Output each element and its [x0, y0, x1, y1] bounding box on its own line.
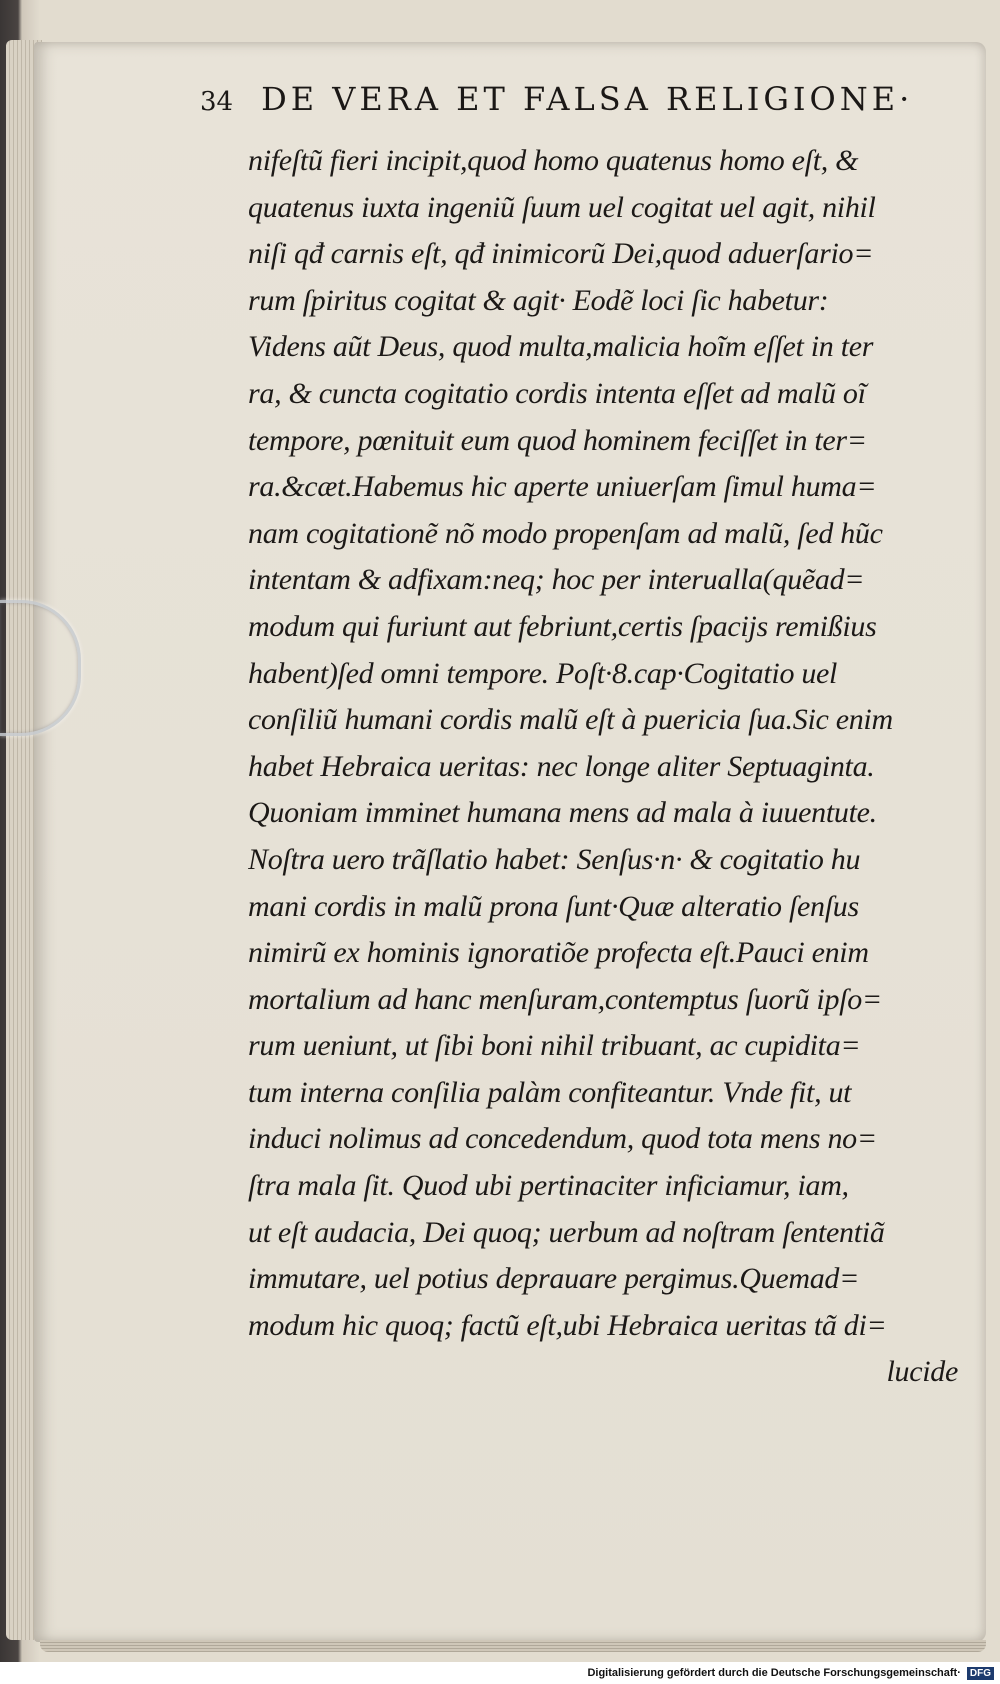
text-line: intentam & adfixam:neq; hoc per interualla(quẽad= — [248, 563, 865, 597]
body-text — [248, 138, 964, 1396]
page-number: 34 — [200, 87, 234, 117]
footer-bar — [0, 1662, 1000, 1684]
text-line: habet Hebraica ueritas: nec longe aliter Septuaginta. — [248, 749, 875, 783]
text-line: quatenus iuxta ingeniũ ſuum uel cogitat uel agit, nihil — [248, 190, 876, 224]
text-line: ra.&cæt.Habemus hic aperte uniuerſam ſimul huma= — [248, 470, 877, 504]
text-line: mortalium ad hanc menſuram,contemptus ſuorũ ipſo= — [248, 982, 882, 1016]
text-line: Quoniam imminet humana mens ad mala à iuuentute. — [248, 796, 877, 830]
text-line: nifeſtũ fieri incipit,quod homo quatenus homo eſt, & — [248, 144, 859, 177]
text-line: Noſtra uero trãſlatio habet: Senſus·n· & cogitatio hu — [248, 842, 861, 876]
text-line: mani cordis in malũ prona ſunt·Quæ alteratio ſenſus — [248, 889, 859, 923]
text-line: habent)ſed omni tempore. Poſt·8.cap·Cogitatio uel — [248, 656, 838, 690]
text-line: nam cogitationẽ nõ modo propenſam ad malũ, ſed hũc — [248, 516, 883, 550]
text-line: Videns aũt Deus, quod multa,malicia hoĩm eſſet in ter — [248, 330, 874, 364]
footer-credit: Digitalisierung gefördert durch die Deutsche Forschungsgemeinschaft· — [587, 1667, 961, 1679]
text-line: tempore, pœnituit eum quod hominem feciſſet in ter= — [248, 423, 867, 457]
text-line: rum ſpiritus cogitat & agit· Eodẽ loci ſic habetur: — [248, 283, 829, 317]
text-line: modum hic quoq; factũ eſt,ubi Hebraica ueritas tã di= — [248, 1308, 887, 1342]
text-line: nimirũ ex hominis ignoratiõe profecta eſt.Pauci enim — [248, 936, 869, 970]
running-head — [200, 80, 960, 130]
text-line: conſiliũ humani cordis malũ eſt à puericia ſua.Sic enim — [248, 703, 893, 737]
text-line: modum qui furiunt aut febriunt,certis ſpacijs remißius — [248, 609, 877, 643]
text-line: ſtra mala ſit. Quod ubi pertinaciter inficiamur, iam, — [248, 1169, 849, 1203]
text-line: tum interna conſilia palàm confiteantur. Vnde fit, ut — [248, 1075, 852, 1109]
text-line: induci nolimus ad concedendum, quod tota mens no= — [248, 1122, 877, 1156]
running-title: DE VERA ET FALSA RELIGIONE· — [261, 80, 914, 118]
catchword: lucide — [886, 1355, 958, 1389]
page-bottom-edge — [40, 1640, 986, 1652]
dfg-logo: DFG — [967, 1667, 994, 1680]
text-line: ut eſt audacia, Dei quoq; uerbum ad noſtram ſententiã — [248, 1215, 885, 1249]
text-line: ra, & cuncta cogitatio cordis intenta eſſet ad malũ oĩ — [248, 376, 866, 410]
text-line: immutare, uel potius deprauare pergimus.Quemad= — [248, 1262, 860, 1296]
text-line: rum ueniunt, ut ſibi boni nihil tribuant, ac cupidita= — [248, 1029, 861, 1063]
text-line: niſi qđ carnis eſt, qđ inimicorũ Dei,quod aduerſario= — [248, 237, 874, 271]
